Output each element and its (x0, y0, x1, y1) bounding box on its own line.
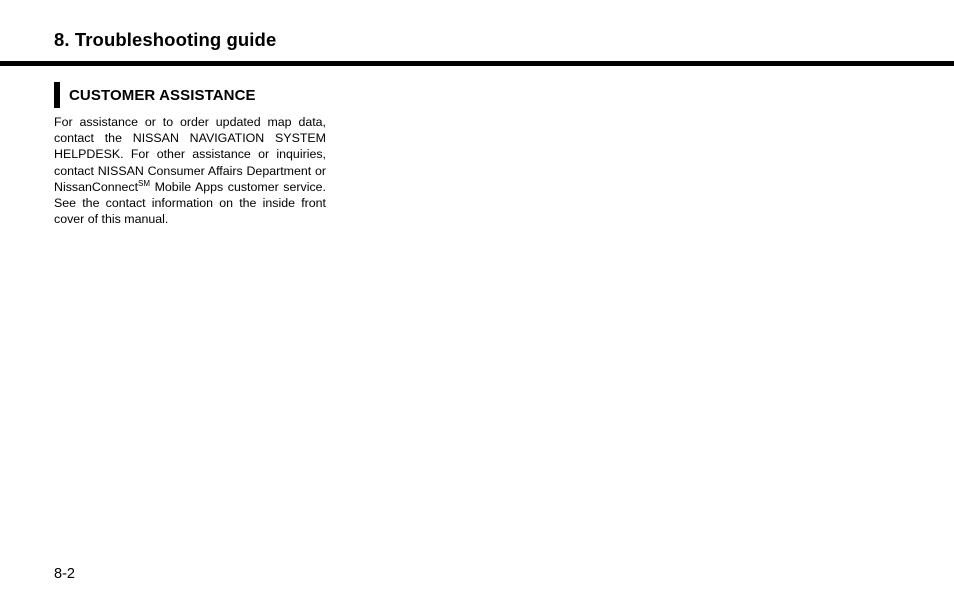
body-text-part-1: For assistance or to order updated map data, contact the NISSAN NAVIGATION SYSTEM HELPDESK. For other assistance or inquiries, contact NISSAN Consumer Affairs Department or NissanConnect (54, 115, 326, 194)
page-number: 8-2 (54, 566, 75, 582)
section-heading (54, 82, 256, 108)
chapter-title: 8. Troubleshooting guide (54, 29, 277, 50)
heading-marker-bar (54, 82, 60, 108)
section-heading-text: CUSTOMER ASSISTANCE (69, 86, 256, 104)
header-rule (0, 61, 954, 66)
body-text-part-2: Mobile Apps customer service. See the contact information on the inside front cover of this manual. (54, 179, 326, 227)
service-mark-superscript: SM (138, 178, 151, 188)
section-body-paragraph (54, 114, 326, 227)
